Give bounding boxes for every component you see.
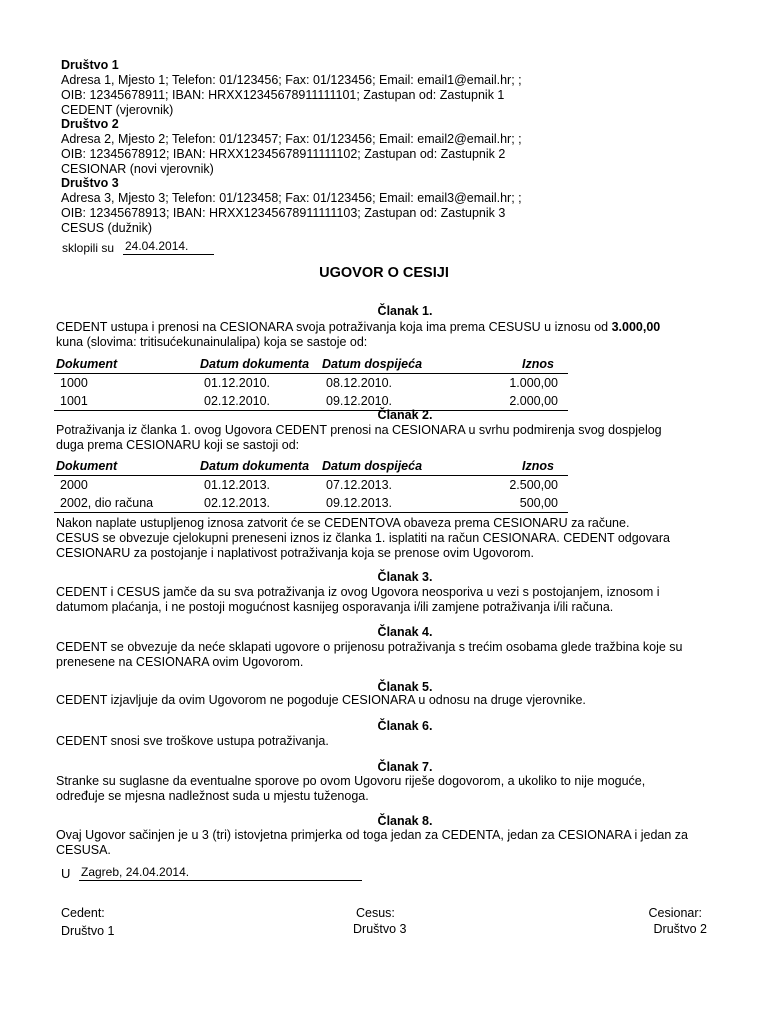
article-3-heading: Članak 3. — [377, 570, 433, 584]
article-2-text-line: CESIONARU za postojanje i naplativost potraživanja koja se prenose ovim Ugovorom. — [56, 546, 535, 560]
article-4-text-line: CEDENT se obvezuje da neće sklapati ugovore o prijenosu potraživanja s trećim osobama glede tražbina koje su — [56, 640, 683, 654]
party-name: Društvo 1 — [61, 58, 119, 72]
col-iznos: Iznos — [466, 458, 568, 476]
party-ids: OIB: 12345678911; IBAN: HRXX12345678911111101; Zastupan od: Zastupnik 1 — [61, 88, 505, 102]
article-5-text — [56, 693, 716, 708]
col-datum-dokumenta: Datum dokumenta — [198, 458, 320, 476]
sklopili-label: sklopili su — [62, 241, 115, 255]
article-2-text-line: Nakon naplate ustupljenog iznosa zatvorit će se CEDENTOVA obaveza prema CESIONARU za račune. — [56, 516, 630, 530]
article-8-text-line: Ovaj Ugovor sačinjen je u 3 (tri) istovjetna primjerka od toga jedan za CEDENTA, jedan za CESIONARA i jedan za — [56, 828, 689, 842]
party-address: Adresa 2, Mjesto 2; Telefon: 01/123457; Fax: 01/123456; Email: email2@email.hr; ; — [61, 132, 522, 146]
article-6-text-line: CEDENT snosi sve troškove ustupa potraživanja. — [56, 734, 329, 748]
cell-datum: 02.12.2013. — [198, 494, 320, 513]
article-6-text — [56, 734, 716, 749]
party-name: Društvo 3 — [61, 176, 119, 190]
cell-dokument: 2000 — [60, 477, 88, 492]
article-2-closing-text — [56, 516, 716, 561]
table-header-row — [54, 356, 568, 374]
cesus-name: Društvo 3 — [353, 922, 407, 936]
article-2-text-line: duga prema CESIONARU koji se sastoji od: — [56, 438, 300, 452]
party-role: CESUS (dužnik) — [61, 221, 152, 235]
article-1-text — [56, 320, 716, 350]
article-1-text-line: CEDENT ustupa i prenosi na CESIONARA svoja potraživanja koja ima prema CESUSU u iznosu od — [56, 320, 612, 334]
cell-dokument: 2002, dio računa — [54, 494, 198, 513]
article-3-text-line: CEDENT i CESUS jamče da su sva potraživanja iz ovog Ugovora neosporiva u vezi s postojanjem, iznosom i — [56, 585, 660, 599]
cell-datum: 02.12.2010. — [198, 392, 320, 411]
party-ids: OIB: 12345678913; IBAN: HRXX12345678911111103; Zastupan od: Zastupnik 3 — [61, 206, 506, 220]
receivables-table — [54, 356, 568, 411]
table-row — [54, 476, 568, 495]
article-4-heading: Članak 4. — [377, 625, 433, 639]
article-5-text-line: CEDENT izjavljuje da ovim Ugovorom ne pogoduje CESIONARA u odnosu na druge vjerovnike. — [56, 693, 586, 707]
table-row — [54, 374, 568, 393]
cell-iznos: 500,00 — [466, 494, 568, 513]
article-2-text-line: CESUS se obvezuje cjelokupni preneseni iznos iz članka 1. isplatiti na račun CESIONARA. CEDENT odgovara — [56, 531, 670, 545]
article-2-text-line: Potraživanja iz članka 1. ovog Ugovora CEDENT prenosi na CESIONARA u svrhu podmirenja svog dospjelog — [56, 423, 662, 437]
party-3 — [61, 176, 681, 236]
cell-dokument: 1001 — [54, 392, 198, 411]
cell-dospijece: 07.12.2013. — [326, 477, 393, 492]
table-header-row — [54, 458, 568, 476]
place-date-field: Zagreb, 24.04.2014. — [79, 865, 362, 881]
col-datum-dospijeca: Datum dospijeća — [320, 458, 466, 476]
contract-date-field: 24.04.2014. — [123, 239, 214, 255]
cell-iznos: 2.000,00 — [466, 392, 568, 411]
party-address: Adresa 3, Mjesto 3; Telefon: 01/123458; Fax: 01/123456; Email: email3@email.hr; ; — [61, 191, 522, 205]
article-7-heading: Članak 7. — [377, 760, 433, 774]
col-datum-dokumenta: Datum dokumenta — [198, 356, 320, 374]
article-8-text — [56, 828, 716, 858]
article-7-text-line: određuje se mjesna nadležnost suda u mjestu tuženoga. — [56, 789, 369, 803]
debt-table — [54, 458, 568, 513]
article-6-heading: Članak 6. — [377, 719, 433, 733]
cell-dospijece: 08.12.2010. — [326, 375, 393, 390]
cesus-label: Cesus: — [356, 906, 395, 920]
article-3-text — [56, 585, 716, 615]
party-role: CESIONAR (novi vjerovnik) — [61, 162, 214, 176]
article-2-text — [56, 423, 716, 453]
article-8-text-line: CESUSA. — [56, 843, 111, 857]
article-5-heading: Članak 5. — [377, 680, 433, 694]
cedent-name: Društvo 1 — [61, 924, 115, 938]
col-dokument: Dokument — [54, 458, 198, 476]
party-ids: OIB: 12345678912; IBAN: HRXX12345678911111102; Zastupan od: Zastupnik 2 — [61, 147, 506, 161]
party-1 — [61, 58, 681, 118]
place-label: U — [61, 866, 71, 881]
article-7-text-line: Stranke su suglasne da eventualne sporove po ovom Ugovoru riješe dogovorom, a ukoliko to nije moguće, — [56, 774, 646, 788]
col-dokument: Dokument — [54, 356, 198, 374]
cell-datum: 01.12.2010. — [204, 375, 271, 390]
article-7-text — [56, 774, 716, 804]
cell-dokument: 1000 — [60, 375, 88, 390]
article-2-heading: Članak 2. — [377, 408, 433, 422]
article-1-amount: 3.000,00 — [611, 320, 661, 334]
document-title: UGOVOR O CESIJI — [319, 265, 449, 281]
article-8-heading: Članak 8. — [377, 814, 433, 828]
party-2 — [61, 117, 681, 177]
article-1-text-line: kuna (slovima: tritisućekunainulalipa) koja se sastoje od: — [56, 335, 368, 349]
col-iznos: Iznos — [466, 356, 568, 374]
party-address: Adresa 1, Mjesto 1; Telefon: 01/123456; Fax: 01/123456; Email: email1@email.hr; ; — [61, 73, 522, 87]
cedent-label: Cedent: — [61, 906, 105, 920]
article-1-heading: Članak 1. — [377, 304, 433, 318]
article-4-text — [56, 640, 716, 670]
party-role: CEDENT (vjerovnik) — [61, 103, 174, 117]
article-3-text-line: datumom plaćanja, i ne postoji mogućnost kasnijeg osporavanja i/ili zamjene potraživanja i/ili računa. — [56, 600, 614, 614]
cesionar-name: Društvo 2 — [653, 922, 707, 936]
col-datum-dospijeca: Datum dospijeća — [320, 356, 466, 374]
table-row — [54, 494, 568, 513]
cell-iznos: 2.500,00 — [509, 477, 558, 492]
cell-dospijece: 09.12.2010. — [320, 392, 466, 411]
party-name: Društvo 2 — [61, 117, 119, 131]
cell-iznos: 1.000,00 — [509, 375, 558, 390]
cesionar-label: Cesionar: — [648, 906, 702, 920]
cell-dospijece: 09.12.2013. — [320, 494, 466, 513]
cell-datum: 01.12.2013. — [204, 477, 271, 492]
article-4-text-line: prenesene na CESIONARA ovim Ugovorom. — [56, 655, 304, 669]
